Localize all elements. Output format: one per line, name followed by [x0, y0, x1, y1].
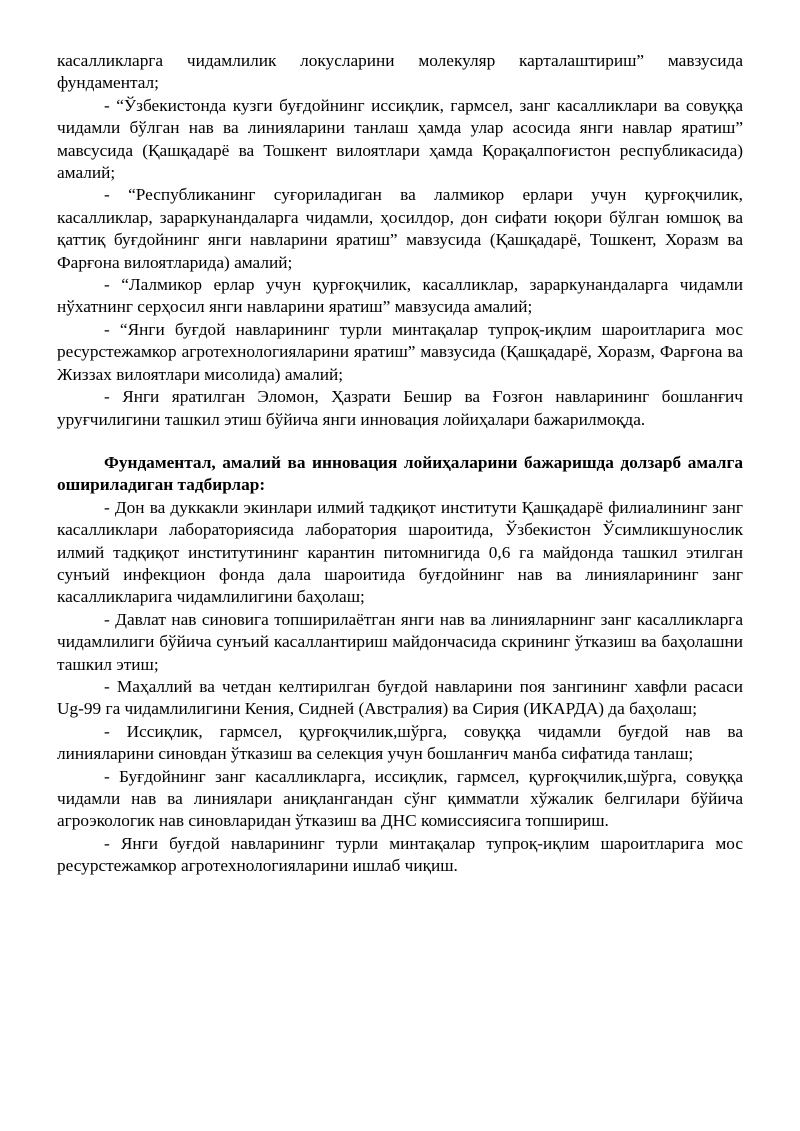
paragraph-rust-laboratory: - Дон ва дуккакли экинлари илмий тадқиқот институти Қашқадарё филиалининг занг касалликлари лабораториясида лаборатория шароитида, Ўзбекистон Ўсимликшунослик илмий тадқиқот институтининг карантин питомнигида 0,6 га майдонда ташкил этилган сунъий инфекцион фонда дала шароитида буғдойнинг нав ва линияларининг занг касалликларига чидамлилигини баҳолаш;	[57, 497, 743, 607]
paragraph-ug99-evaluation: - Маҳаллий ва четдан келтирилган буғдой навларини поя зангининг хавфли расаси Ug-99 га чидамлилигини Кения, Сидней (Австралия) ва Сирия (ИКАРДА) да баҳолаш;	[57, 676, 743, 719]
paragraph-republic-irrigated-lands: - “Республиканинг суғориладиган ва лалмикор ерлари учун қурғоқчилик, касалликлар, зараркунандаларга чидамли, ҳосилдор, дон сифати юқори бўлган юмшоқ ва қаттиқ буғдойнинг янги навларини яратиш” мавзусида (Қашқадарё, Тошкент, Хоразм ва Фарғона вилоятларида) амалий;	[57, 185, 743, 272]
section-spacer	[57, 431, 743, 452]
paragraph-tolerance-selection: - Иссиқлик, гармсел, қурғоқчилик,шўрга, совуққа чидамли буғдой нав ва линияларини синовдан ўтказиш ва селекция учун бошланғич манба сифатида танлаш;	[57, 721, 743, 764]
paragraph-uzbekistan-winter-wheat: - “Ўзбекистонда кузги буғдойнинг иссиқлик, гармсел, занг касалликлари ва совуққа чидамли бўлган нав ва линияларини танлаш ҳамда улар асосида янги навлар яратиш” мавсусида (Қашқадарё ва Тошкент вилоятлари ҳамда Қорақалпоғистон республикасида) амалий;	[57, 95, 743, 183]
paragraph-resource-saving-agrotech: - “Янги буғдой навларининг турли минтақалар тупроқ-иқлим шароитларига мос ресурстежамкор агротехнологияларини яратиш” мавзусида (Қашқадарё, Хоразм, Фарғона ва Жиззах вилоятлари мисолида) амалий;	[57, 319, 743, 384]
paragraph-new-varieties-seed: - Янги яратилган Эломон, Ҳазрати Бешир ва Ғозғон навларининг бошланғич уруғчилигини ташкил этиш бўйича янги инновация лойиҳалари бажарилмоқда.	[57, 387, 743, 429]
paragraph-rainfed-chickpea: - “Лалмикор ерлар учун қурғоқчилик, касалликлар, зараркунандаларга чидамли нўхатнинг серҳосил янги навларини яратиш” мавзусида амалий;	[57, 275, 743, 317]
paragraph-fundamental-continuation: касалликларга чидамлилик локусларини молекуляр карталаштириш” мавзусида фундаментал;	[57, 51, 743, 93]
section-heading: Фундаментал, амалий ва инновация лойиҳаларини бажаришда долзарб амалга ошириладиган тадбирлар:	[57, 452, 743, 495]
paragraph-agroecological-trials: - Буғдойнинг занг касалликларга, иссиқлик, гармсел, қурғоқчилик,шўрга, совуққа чидамли нав ва линиялари аниқлангандан сўнг қимматли хўжалик белгилари бўйича агроэкологик нав синовларидан ўтказиш ва ДНС комиссиясига топшириш.	[57, 766, 743, 831]
document-page	[57, 50, 743, 878]
paragraph-agrotech-development: - Янги буғдой навларининг турли минтақалар тупроқ-иқлим шароитларига мос ресурстежамкор агротехнологияларини ишлаб чиқиш.	[57, 833, 743, 876]
paragraph-state-variety-trial: - Давлат нав синовига топширилаётган янги нав ва линияларнинг занг касалликларга чидамлилиги бўйича сунъий касаллантириш майдончасида скрининг ўтказиш ва баҳолашни ташкил этиш;	[57, 609, 743, 674]
